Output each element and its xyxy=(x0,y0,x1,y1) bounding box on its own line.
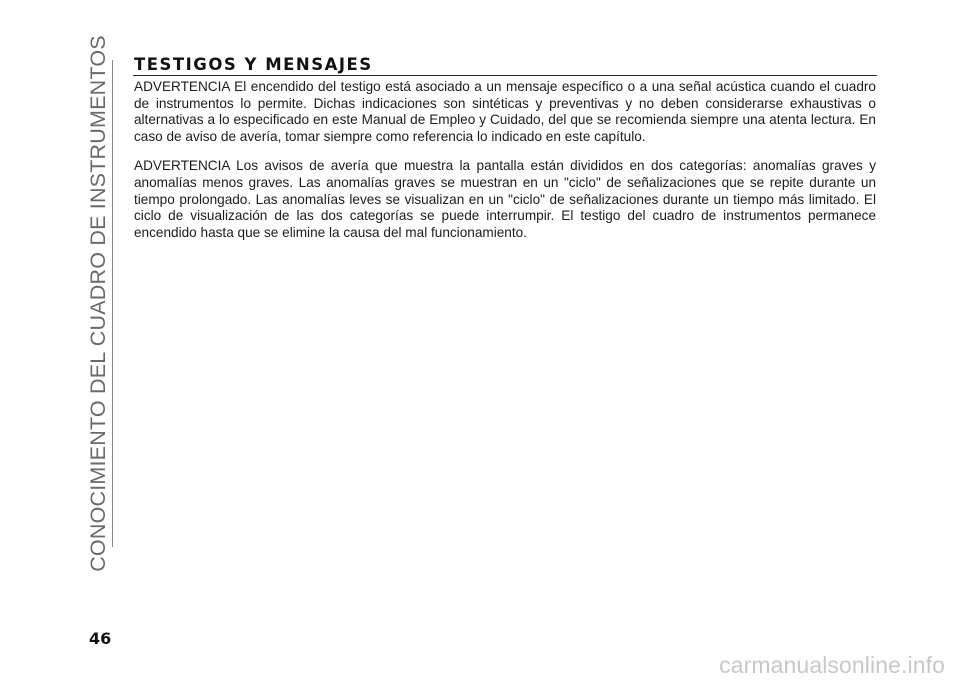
warning-paragraph-2: ADVERTENCIA Los avisos de avería que muestra la pantalla están divididos en dos categorías: anomalías graves y anomalías menos graves. Las anomalías graves se muestran en un "ciclo" de señalizaciones que se repite durante un tiempo prolongado. Las anomalías leves se visualizan en un "ciclo" de señalizaciones durante un tiempo más limitado. El ciclo de visualización de las dos categorías se puede interrumpir. El testigo del cuadro de instrumentos permanece encendido hasta que se elimine la causa del mal funcionamiento. xyxy=(134,158,876,240)
body-content xyxy=(134,79,876,254)
site-watermark: carmanualsonline.info xyxy=(719,652,945,678)
heading-underline xyxy=(133,75,877,76)
vertical-section-title xyxy=(84,35,112,572)
page-number: 46 xyxy=(89,629,112,648)
page-heading: TESTIGOS Y MENSAJES xyxy=(134,55,373,74)
warning-paragraph-1: ADVERTENCIA El encendido del testigo está asociado a un mensaje específico o a una señal acústica cuando el cuadro de instrumentos lo permite. Dichas indicaciones son sintéticas y preventivas y no deben considerarse exhaustivas o alternativas a lo especificado en este Manual de Empleo y Cuidado, del que se recomienda siempre una atenta lectura. En caso de aviso de avería, tomar siempre como referencia lo indicado en este capítulo. xyxy=(134,79,876,144)
section-title-text: CONOCIMIENTO DEL CUADRO DE INSTRUMENTOS xyxy=(85,35,110,572)
sidebar-divider xyxy=(112,60,113,547)
